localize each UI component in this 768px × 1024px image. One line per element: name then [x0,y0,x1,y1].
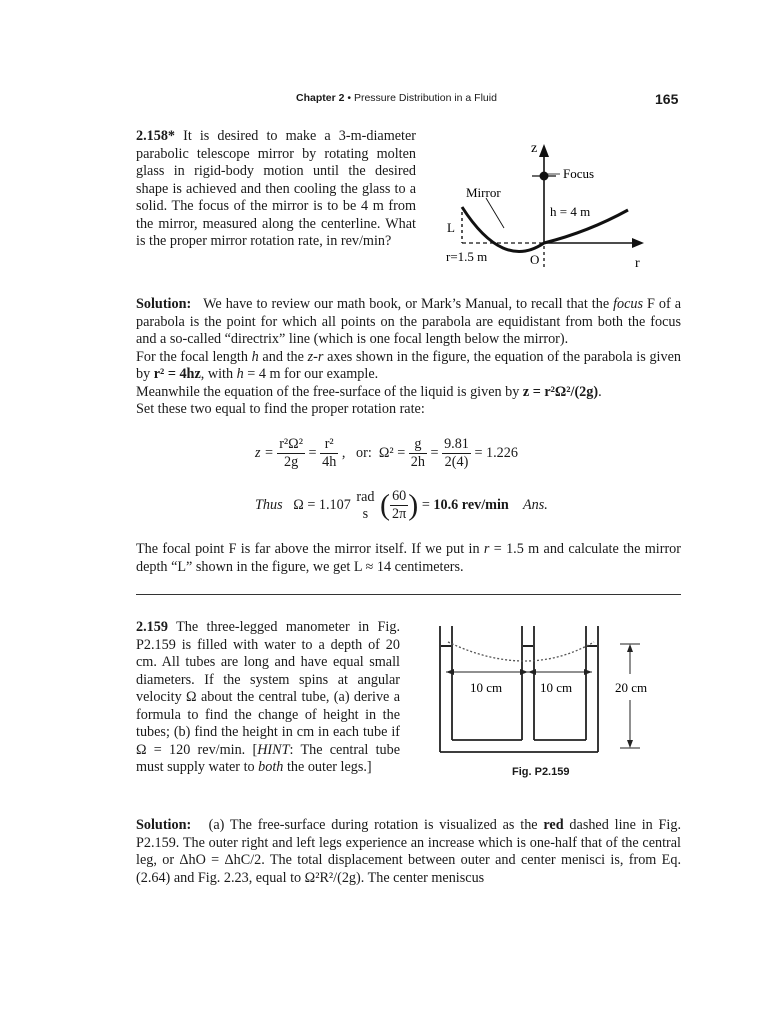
running-header [296,92,497,104]
origin-label: O [530,252,540,267]
dimension-arrows [446,644,633,748]
text-span: the outer legs.] [283,759,372,775]
equals-sign: = [421,496,430,513]
unit-fraction [354,489,376,523]
text-span: z-r [307,348,324,365]
equals-sign: = [430,444,439,461]
fraction-numerator: rad [356,488,375,505]
manometer-figure [434,624,664,758]
chapter-title: Pressure Distribution in a Fluid [353,92,497,104]
equation-result: = 1.226 [474,444,518,461]
parabolic-mirror-figure [438,136,660,276]
text-span: F of a parabola is the point for which all points on the parabola are equidistant from both the focus and a so-called “directrix” line (which is one focal length below the mirror). [136,296,681,347]
paren-right: ) [408,488,419,522]
fraction-4 [442,436,471,471]
h-label: h = 4 m [550,204,591,219]
paren-left: ( [380,488,391,522]
text-span: , with [200,366,237,382]
text-span: = 4 m for our example. [243,366,379,382]
problem-number: 2.159 [136,619,168,635]
equation-rotation-rate [255,436,518,471]
text-span: h [236,366,244,382]
text-span: red [543,817,564,833]
text-span: The three-legged manometer in Fig. P2.159 is filled with water to a depth of 20 cm. All tubes are long and have equal small diameters. If the system spins at angular velocity Ω about the central tube, (a) derive a formula to find the change of height in the tubes; (b) find the height in cm in each tube if Ω = 120 rev/min. [ [136,619,400,758]
fraction-numerator: g [409,436,427,454]
solution-paragraph-1 [136,296,681,349]
figure-caption: Fig. P2.159 [512,766,570,778]
text-span: dashed line in Fig. P2.159. The outer right and left legs experience an increase which is one-half that of the central leg, or ΔhO = ΔhC/2. The total displacement between outer and center menisci is, from Eq. (2.64) and Fig. 2.23, equal to Ω²R²/(2g). The center meniscus [136,817,682,886]
text-span: For the focal length [136,348,252,365]
text-span: axes shown in the figure, the equation of the parabola is given by [136,348,681,382]
fraction-denominator: 2g [284,454,299,470]
text-span: The focal point F is far above the mirror itself. If we put in [136,541,484,557]
z-axis-arrow [539,144,549,157]
dim-left-label: 10 cm [470,680,503,695]
text-span: (a) The free-surface during rotation is visualized as the [208,817,544,833]
text-span: : The central tube must supply water to [136,741,400,775]
solution-2-158 [136,296,681,419]
focal-point-paragraph [136,541,681,576]
fraction-numerator: 60 [390,488,408,506]
solution-paragraph-3 [136,384,681,402]
parabola-equation: r² = 4hz [153,366,201,382]
or-text: , or: Ω² = [341,444,406,461]
equation-answer [255,488,548,523]
focus-label: Focus [563,166,595,181]
problem-2-159 [136,619,400,777]
problem-2-158 [136,128,416,251]
section-divider [136,594,681,595]
solution-paragraph-2 [136,349,681,384]
text-span: focus [613,296,644,312]
equals-sign: = [308,444,317,461]
page-number: 165 [655,91,679,107]
mirror-curve [462,207,628,252]
r-axis-label: r [635,256,640,271]
fraction-denominator: 2π [392,506,407,522]
text-span: We have to review our math book, or Mark’s Manual, to recall that the [203,296,614,312]
final-answer: 10.6 rev/min [433,496,509,513]
fraction-2 [320,436,338,471]
mirror-leader [486,198,504,228]
text-span: r [483,541,490,557]
text-span: . [598,383,602,400]
solution-label: Solution: [136,817,192,833]
solution-label: Solution: [136,296,192,312]
text-span: HINT [257,741,290,758]
fraction-3 [409,436,427,471]
fraction-denominator: s [362,505,369,522]
text-span: both [258,759,284,775]
text-span: = 1.5 m and calculate the mirror depth “L” shown in the figure, we get L ≈ 14 centimeters. [136,541,681,575]
L-label: L [447,220,455,235]
r-value-label: r=1.5 m [446,249,488,264]
dim-height-label: 20 cm [615,680,648,695]
header-bullet: • [347,92,352,104]
fraction-numerator: r²Ω² [279,436,303,452]
fraction-1 [277,436,305,471]
dim-mid-label: 10 cm [540,680,573,695]
chapter-label: Chapter 2 [296,92,345,104]
solution-2-159 [136,817,681,887]
text-span: h [251,348,259,365]
fraction-denominator: 4h [322,454,337,470]
solution-paragraph-4: Set these two equal to find the proper rotation rate: [136,401,425,417]
conversion-fraction [390,488,408,523]
problem-text: It is desired to make a 3-m-diameter parabolic telescope mirror by rotating molten glass in rigid-body motion until the desired shape is achieved and then cooling the glass to a solid. The focus of the mirror is to be 4 m from the mirror, measured along the centerline. What is the proper mirror rotation rate, in rev/min? [136,128,416,249]
r-axis-arrow [632,238,644,248]
thus-label: Thus [255,496,283,513]
text-span: and the [258,348,308,365]
fraction-numerator: r² [320,436,338,454]
z-axis-label: z [531,141,538,156]
ans-label: Ans. [523,496,548,513]
text-span: Meanwhile the equation of the free-surface of the liquid is given by [136,383,523,400]
fraction-denominator: 2(4) [444,454,469,470]
problem-number: 2.158* [136,128,176,144]
dimension-lines [446,644,640,748]
eq-lhs: z = [255,444,274,461]
free-surface-dashed-line [448,642,594,661]
mirror-label: Mirror [466,185,501,200]
tube-walls [440,626,598,752]
fraction-numerator: 9.81 [444,436,469,452]
fraction-denominator: 2h [410,454,425,470]
omega-value: Ω = 1.107 [293,496,351,513]
free-surface-equation: z = r²Ω²/(2g) [522,383,599,400]
